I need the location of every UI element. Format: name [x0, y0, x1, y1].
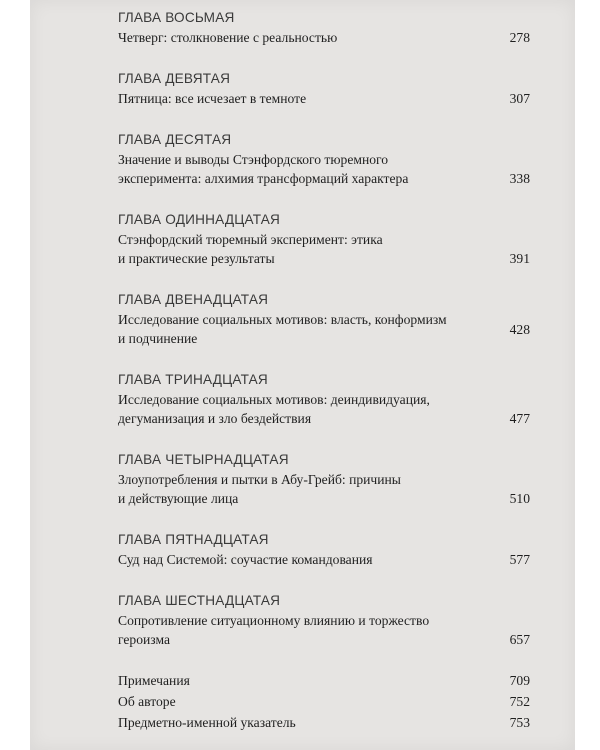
toc-entry-chapter-8[interactable]	[118, 8, 530, 47]
chapter-heading: ГЛАВА ДВЕНАДЦАТАЯ	[118, 292, 269, 307]
page-number: 477	[509, 411, 530, 426]
toc-entry-chapter-13[interactable]	[118, 370, 530, 428]
toc-entry-chapter-11[interactable]	[118, 210, 530, 268]
toc-entry-chapter-10[interactable]	[118, 130, 530, 188]
backmatter-label: Об авторе	[118, 694, 176, 709]
chapter-heading: ГЛАВА ВОСЬМАЯ	[118, 10, 235, 25]
chapter-heading: ГЛАВА ЧЕТЫРНАДЦАТАЯ	[118, 452, 289, 467]
title-line: эксперимента: алхимия трансформаций характера	[118, 171, 409, 186]
page-number: 709	[509, 673, 530, 688]
page-number: 338	[509, 171, 530, 186]
title-line: Исследование социальных мотивов: власть, конформизм	[118, 312, 447, 327]
title-line: героизма	[118, 632, 171, 647]
page-number: 752	[509, 694, 530, 709]
page-number: 577	[509, 552, 530, 567]
chapter-title	[118, 230, 490, 268]
toc-entry-chapter-14[interactable]	[118, 450, 530, 508]
toc-entry-about-author[interactable]	[118, 692, 530, 711]
chapter-heading: ГЛАВА ТРИНАДЦАТАЯ	[118, 372, 268, 387]
chapter-heading: ГЛАВА ДЕВЯТАЯ	[118, 71, 231, 86]
chapter-heading: ГЛАВА ДЕСЯТАЯ	[118, 132, 232, 147]
toc-entry-notes[interactable]	[118, 671, 530, 690]
chapter-title: Суд над Системой: соучастие командования	[118, 552, 373, 567]
title-line: Стэнфордский тюремный эксперимент: этика	[118, 232, 383, 247]
chapter-title	[118, 150, 490, 188]
chapter-heading: ГЛАВА ШЕСТНАДЦАТАЯ	[118, 593, 281, 608]
title-line: и подчинение	[118, 331, 198, 346]
backmatter-label: Примечания	[118, 673, 190, 688]
page-number: 510	[509, 491, 530, 506]
toc-entry-chapter-9[interactable]	[118, 69, 530, 108]
page-number: 753	[509, 715, 530, 730]
table-of-contents	[118, 8, 530, 734]
title-line: Значение и выводы Стэнфордского тюремного	[118, 152, 389, 167]
page-number: 657	[509, 632, 530, 647]
toc-entry-index[interactable]	[118, 713, 530, 732]
title-line: Сопротивление ситуационному влиянию и торжество	[118, 613, 430, 628]
chapter-title: Пятница: все исчезает в темноте	[118, 91, 307, 106]
title-line: и действующие лица	[118, 491, 239, 506]
chapter-title	[118, 310, 490, 348]
page-number: 278	[509, 30, 530, 45]
back-matter-list	[118, 671, 530, 732]
title-line: дегуманизация и зло бездействия	[118, 411, 312, 426]
chapter-title	[118, 470, 490, 508]
chapter-title	[118, 390, 490, 428]
page-number: 307	[509, 91, 530, 106]
page-number: 391	[509, 251, 530, 266]
chapter-title	[118, 611, 490, 649]
title-line: и практические результаты	[118, 251, 275, 266]
chapter-heading: ГЛАВА ПЯТНАДЦАТАЯ	[118, 532, 269, 547]
title-line: Злоупотребления и пытки в Абу-Грейб: причины	[118, 472, 401, 487]
chapter-title: Четверг: столкновение с реальностью	[118, 30, 338, 45]
chapter-heading: ГЛАВА ОДИННАДЦАТАЯ	[118, 212, 281, 227]
backmatter-label: Предметно-именной указатель	[118, 715, 296, 730]
toc-entry-chapter-15[interactable]	[118, 530, 530, 569]
toc-entry-chapter-16[interactable]	[118, 591, 530, 649]
page-number: 428	[509, 321, 530, 337]
title-line: Исследование социальных мотивов: деиндивидуация,	[118, 392, 430, 407]
toc-entry-chapter-12[interactable]	[118, 290, 530, 348]
